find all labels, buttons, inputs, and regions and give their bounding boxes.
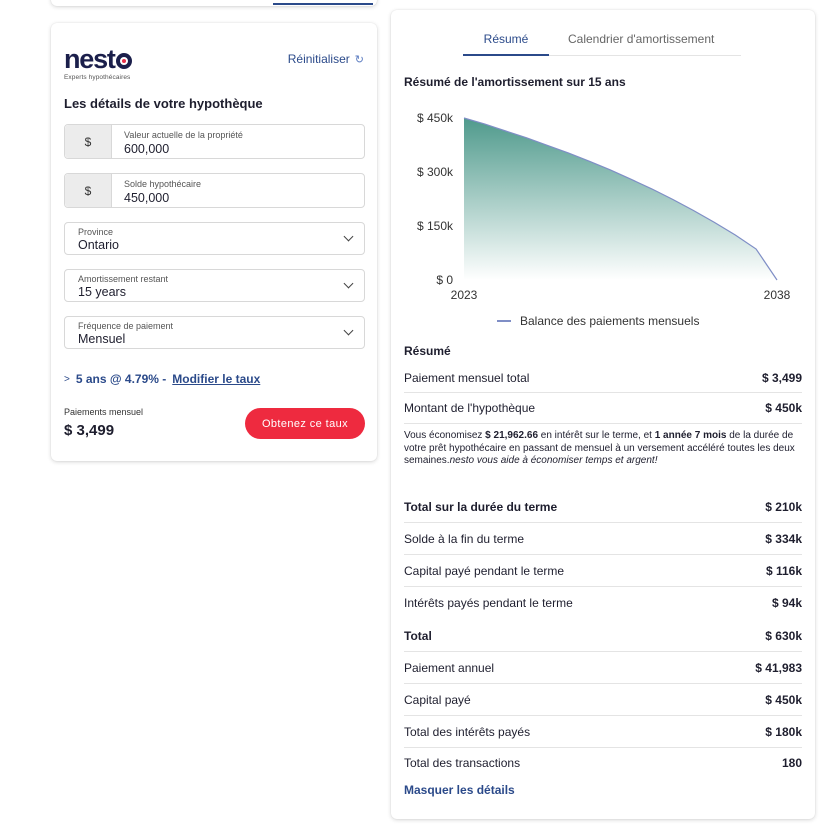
amortization-label: Amortissement restant: [78, 274, 169, 284]
rate-summary[interactable]: [64, 372, 260, 386]
legend-label: Balance des paiements mensuels: [520, 314, 700, 328]
refresh-icon: ↻: [354, 53, 364, 66]
payment-frequency-label: Fréquence de paiement: [78, 321, 174, 331]
active-tab-underline: [463, 54, 549, 56]
payment-frequency-value: Mensuel: [78, 332, 126, 346]
y-tick-label: $ 0: [436, 273, 453, 287]
total-row: Capital payé $ 450k: [404, 684, 802, 716]
y-tick-label: $ 150k: [416, 219, 453, 233]
currency-prefix: $: [65, 125, 112, 158]
amortization-chart: [391, 105, 815, 305]
grand-total-row: Total $ 630k: [404, 621, 802, 652]
chart-legend: [497, 314, 699, 328]
y-tick-label: $ 450k: [416, 111, 453, 125]
term-row: Intérêts payés pendant le terme $ 94k: [404, 596, 802, 610]
summary-row-mortgage-amount: Montant de l'hypothèque $ 450k: [404, 393, 802, 424]
active-tab-indicator: [273, 3, 373, 5]
summary-row-monthly-payment: Paiement mensuel total $ 3,499: [404, 363, 802, 393]
amortization-select[interactable]: [64, 269, 365, 302]
monthly-payment-value: $ 3,499: [64, 422, 115, 439]
chevron-down-icon: [344, 279, 354, 289]
tab-resume[interactable]: Résumé: [483, 32, 529, 46]
currency-prefix: $: [65, 174, 112, 207]
province-select[interactable]: [64, 222, 365, 255]
mortgage-balance-input[interactable]: 450,000: [124, 191, 170, 205]
summary-heading: Résumé: [404, 344, 451, 358]
total-row: Total des transactions 180: [404, 756, 802, 770]
rate-summary-text: 5 ans @ 4.79% -: [75, 372, 167, 386]
mortgage-balance-field[interactable]: [64, 173, 365, 208]
reset-button[interactable]: [288, 52, 364, 66]
chevron-down-icon: [344, 232, 354, 242]
legend-swatch: [497, 320, 511, 322]
tab-amortization-schedule[interactable]: Calendrier d'amortissement: [568, 32, 715, 46]
total-row: Total des intérêts payés $ 180k: [404, 716, 802, 748]
savings-note: Vous économisez $ 21,962.66 en intérêt sur le terme, et 1 année 7 mois de la durée de votre prêt hypothécaire en passant de mensuel à un versement accéléré toutes les deux semaines.nesto vous aide à économiser temps et argent!: [404, 430, 795, 466]
hide-details-link[interactable]: Masquer les détails: [404, 783, 515, 797]
chart-title: Résumé de l'amortissement sur 15 ans: [404, 75, 626, 89]
payment-frequency-select[interactable]: [64, 316, 365, 349]
get-rate-button[interactable]: Obtenez ce taux: [245, 408, 365, 439]
x-tick-label: 2038: [763, 288, 791, 302]
nesto-logo: nest Experts hypothécaires: [64, 44, 131, 81]
term-row: Capital payé pendant le terme $ 116k: [404, 555, 802, 587]
chevron-down-icon: [344, 326, 354, 336]
x-tick-label: 2023: [450, 288, 478, 302]
property-value-field[interactable]: [64, 124, 365, 159]
mortgage-balance-label: Solde hypothécaire: [124, 179, 202, 189]
page-title: Les détails de votre hypothèque: [64, 96, 263, 111]
mortgage-details-card: [51, 23, 377, 461]
reset-label: Réinitialiser: [287, 52, 350, 66]
logo-o-mark: [116, 53, 132, 69]
province-value: Ontario: [78, 238, 119, 252]
term-row: Solde à la fin du terme $ 334k: [404, 523, 802, 555]
amortization-summary-card: [391, 10, 815, 819]
property-value-label: Valeur actuelle de la propriété: [124, 130, 243, 140]
property-value-input[interactable]: 600,000: [124, 142, 170, 156]
amortization-value: 15 years: [78, 285, 126, 299]
series-area: [464, 118, 777, 280]
y-tick-label: $ 300k: [416, 165, 453, 179]
monthly-payment-label: Paiements mensuel: [64, 407, 144, 417]
total-row: Paiement annuel $ 41,983: [404, 652, 802, 684]
modify-rate-link[interactable]: Modifier le taux: [172, 372, 261, 386]
term-total-row: Total sur la durée du terme $ 210k: [404, 492, 802, 523]
province-label: Province: [78, 227, 114, 237]
chevron-right-icon: >: [64, 373, 70, 385]
tab-bar: [463, 30, 741, 56]
previous-card-edge: [51, 0, 377, 6]
